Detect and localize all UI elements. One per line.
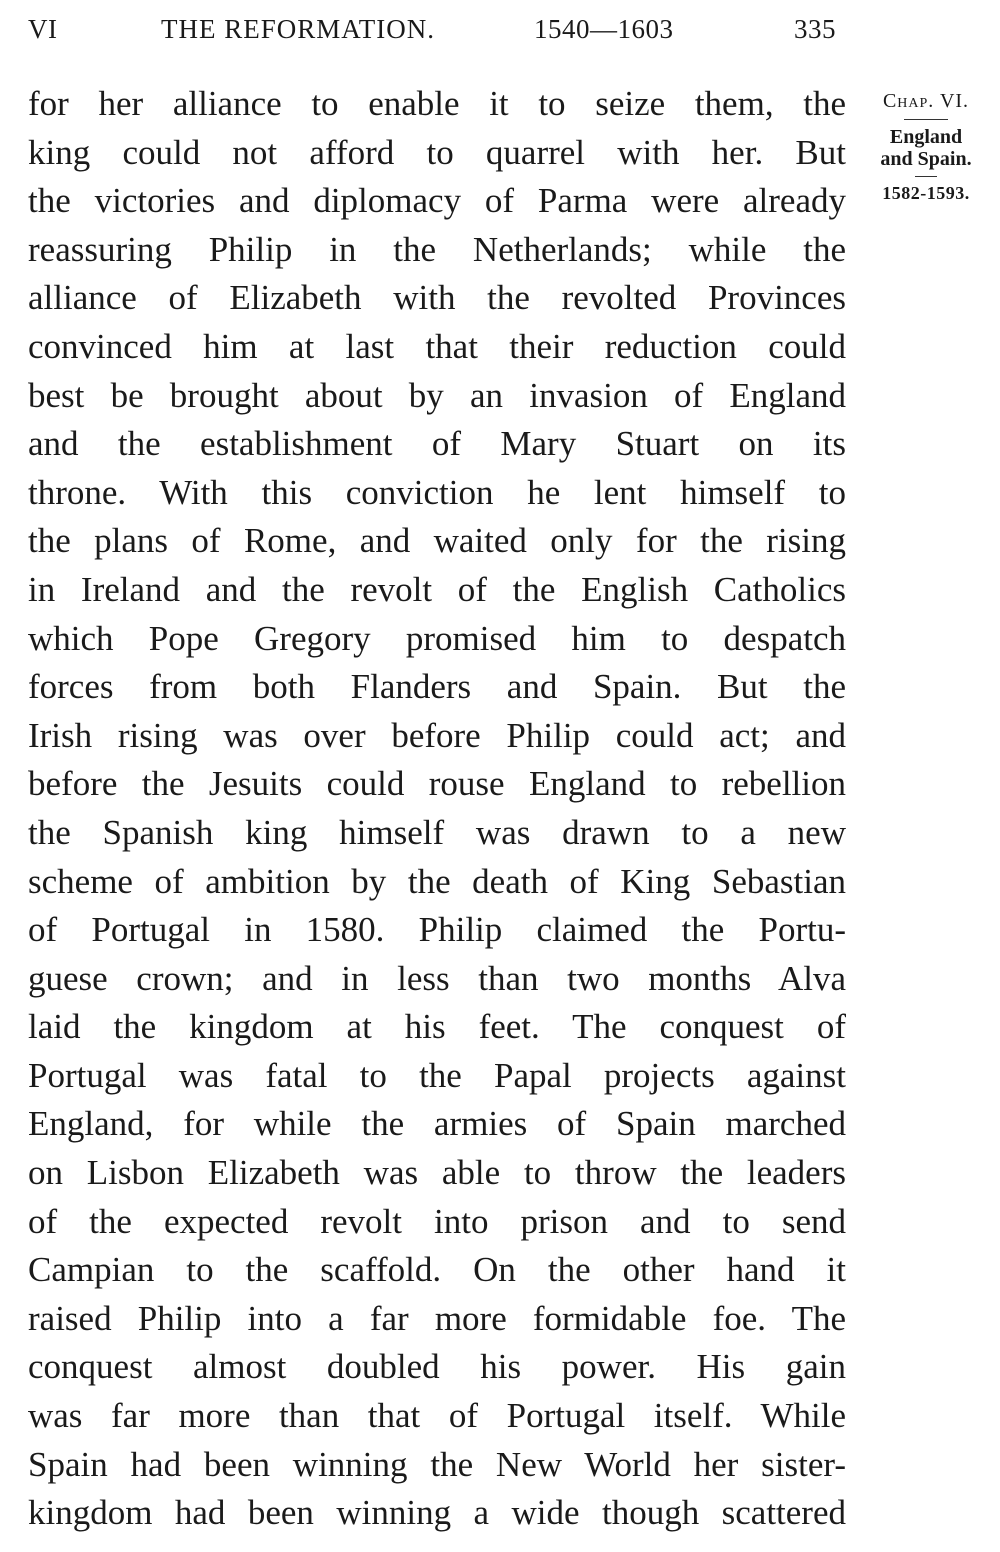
text-line: king could not afford to quarrel with her. But — [28, 132, 846, 172]
page-number: 335 — [794, 14, 836, 44]
text-line: Campian to the scaffold. On the other hand it — [28, 1250, 846, 1290]
margin-topic-line: England — [889, 126, 963, 148]
text-line: forces from both Flanders and Spain. But the — [28, 667, 846, 707]
text-line: was far more than that of Portugal itself. While — [28, 1396, 846, 1436]
text-line: the victories and diplomacy of Parma were already — [28, 181, 846, 221]
margin-years: 1582-1593. — [882, 183, 970, 203]
text-line: of Portugal in 1580. Philip claimed the Portu- — [28, 910, 846, 950]
text-line: kingdom had been winning a wide though scattered — [28, 1493, 846, 1533]
header-title: THE REFORMATION. — [161, 14, 436, 44]
text-line: scheme of ambition by the death of King Sebastian — [28, 861, 846, 901]
text-line: the Spanish king himself was drawn to a new — [28, 812, 846, 852]
margin-divider — [904, 119, 948, 120]
text-line: of the expected revolt into prison and to send — [28, 1201, 846, 1241]
text-line: which Pope Gregory promised him to despatch — [28, 618, 846, 658]
text-line: reassuring Philip in the Netherlands; while the — [28, 229, 846, 269]
text-line: guese crown; and in less than two months Alva — [28, 958, 846, 998]
text-line: Irish rising was over before Philip could act; and — [28, 715, 846, 755]
text-line: and the establishment of Mary Stuart on its — [28, 424, 846, 464]
text-line: for her alliance to enable it to seize them, the — [28, 84, 846, 123]
text-line: Portugal was fatal to the Papal projects against — [28, 1055, 846, 1095]
margin-divider — [915, 176, 937, 177]
running-header — [28, 8, 848, 48]
margin-topic-line: and Spain. — [880, 148, 972, 170]
header-chapter-number: VI — [28, 14, 58, 44]
text-line: the plans of Rome, and waited only for the rising — [28, 521, 846, 561]
text-line: throne. With this conviction he lent himself to — [28, 472, 846, 512]
text-line: before the Jesuits could rouse England to rebellion — [28, 764, 846, 804]
text-line: conquest almost doubled his power. His gain — [28, 1347, 846, 1387]
text-line: alliance of Elizabeth with the revolted Provinces — [28, 278, 846, 318]
text-line: England, for while the armies of Spain marched — [28, 1104, 846, 1144]
text-line: best be brought about by an invasion of England — [28, 375, 846, 415]
margin-note — [858, 88, 994, 204]
header-years: 1540—1603 — [534, 14, 674, 44]
text-line: raised Philip into a far more formidable foe. The — [28, 1298, 846, 1338]
text-line: on Lisbon Elizabeth was able to throw the leaders — [28, 1153, 846, 1193]
text-line: in Ireland and the revolt of the English Catholics — [28, 569, 846, 609]
margin-chapter: Chap. VI. — [882, 90, 970, 112]
body-paragraph — [28, 80, 846, 1538]
text-line: convinced him at last that their reduction could — [28, 326, 846, 366]
text-line: laid the kingdom at his feet. The conquest of — [28, 1007, 846, 1047]
text-line: Spain had been winning the New World her sister- — [28, 1444, 846, 1484]
